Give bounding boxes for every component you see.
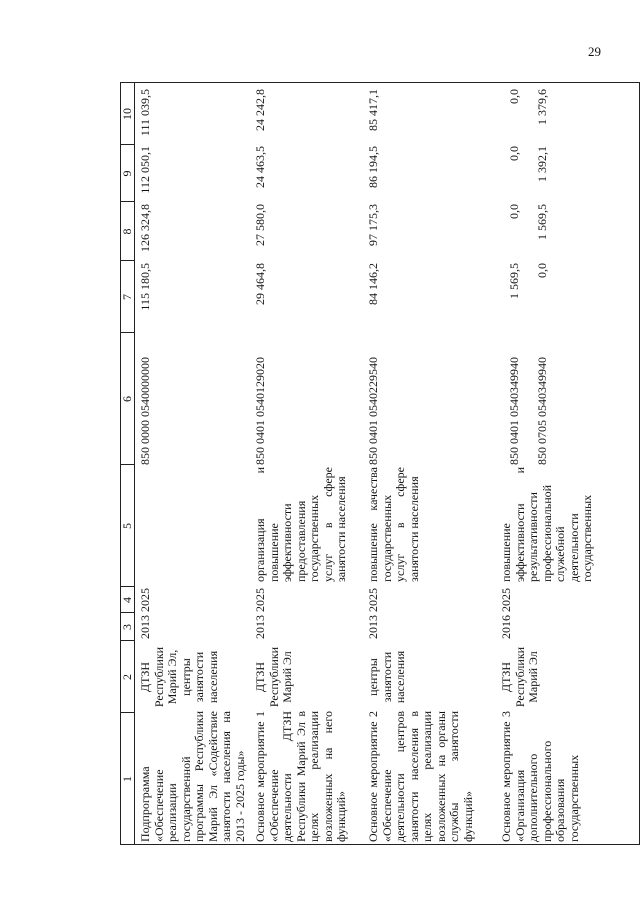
row-name-cell: Основное мероприятие 3 «Организация дополнительного профессионального образования государственных xyxy=(499,711,581,842)
row-name-cell: Подпрограмма «Обеспечение реализации государственной программы Республики Марий Эл «Содействие занятости населения на 2013 - 2025 годы» xyxy=(138,711,247,842)
row-budget-code-cell: 850 0401 0540129020 xyxy=(253,357,267,465)
table-col-rule xyxy=(120,844,640,845)
row-value-8-cell: 97 175,3 xyxy=(366,204,380,246)
row-result-cell: организация и повышение эффективности предоставления государственных услуг в сфере занятости населения xyxy=(253,467,348,582)
row-name-cell: Основное мероприятие 2 «Обеспечение деятельности центров занятости населения в целях реализации возложенных на органы службы занятости функций» xyxy=(366,711,475,842)
row-value-9-cell: 112 050,1 xyxy=(138,146,152,194)
row-result-cell: повышение эффективности и результативности профессиональной служебной деятельности государственных xyxy=(499,467,594,582)
row-end-year-cell: 2025 xyxy=(138,588,152,612)
header-col-8: 8 xyxy=(120,228,134,235)
row-executor-cell: ДТЗН Республики Марий Эл xyxy=(253,646,294,708)
header-col-4: 4 xyxy=(120,597,134,603)
page-number: 29 xyxy=(588,44,601,59)
row-value-10-cell: 85 417,1 xyxy=(366,89,380,131)
row-end-year-cell: 2025 xyxy=(366,588,380,612)
row-executor-cell: центры занятости населения xyxy=(366,650,407,704)
row-value-7-cell: 29 464,8 xyxy=(253,263,267,305)
row-value-7-cell: 1 569,5 0,0 xyxy=(507,263,549,299)
row-value-8-cell: 0,0 1 569,5 xyxy=(507,204,549,240)
row-value-8-cell: 126 324,8 xyxy=(138,204,152,252)
row-start-year-cell: 2016 xyxy=(499,615,513,639)
header-col-3: 3 xyxy=(120,624,134,630)
row-budget-code-cell: 850 0000 0540000000 xyxy=(138,357,152,465)
header-col-5: 5 xyxy=(120,523,134,529)
row-value-9-cell: 86 194,5 xyxy=(366,146,380,188)
row-value-7-cell: 115 180,5 xyxy=(138,263,152,311)
row-value-10-cell: 24 242,8 xyxy=(253,89,267,131)
row-value-8-cell: 27 580,0 xyxy=(253,204,267,246)
row-value-10-cell: 111 039,5 xyxy=(138,89,152,137)
row-value-9-cell: 0,0 1 392,1 xyxy=(507,146,549,182)
row-value-10-cell: 0,0 1 379,6 xyxy=(507,89,549,125)
row-value-7-cell: 84 146,2 xyxy=(366,263,380,305)
header-col-2: 2 xyxy=(120,674,134,680)
header-col-10: 10 xyxy=(120,108,134,120)
row-budget-code-cell: 850 0401 0540349940 850 0705 0540349940 xyxy=(507,357,549,465)
row-end-year-cell: 2025 xyxy=(253,588,267,612)
row-end-year-cell: 2025 xyxy=(499,588,513,612)
header-col-9: 9 xyxy=(120,170,134,177)
row-start-year-cell: 2013 xyxy=(253,615,267,639)
budget-table xyxy=(120,45,640,845)
row-value-9-cell: 24 463,5 xyxy=(253,146,267,188)
header-col-6: 6 xyxy=(120,396,134,402)
row-executor-cell: ДТЗН Республики Марий Эл xyxy=(499,646,540,708)
row-result-cell: повышение качества государственных услуг в сфере занятости населения xyxy=(366,467,421,582)
row-executor-cell: ДТЗН Республики Марий Эл, центры занятости населения xyxy=(138,646,220,708)
table-col-rule xyxy=(120,82,640,83)
row-budget-code-cell: 850 0401 0540229540 xyxy=(366,357,380,465)
row-start-year-cell: 2013 xyxy=(366,615,380,639)
row-start-year-cell: 2013 xyxy=(138,615,152,639)
row-name-cell: Основное мероприятие 1 «Обеспечение деятельности ДТЗН Республики Марий Эл в целях реализации возложенных на него функций» xyxy=(253,711,348,842)
header-col-7: 7 xyxy=(120,294,134,300)
header-col-1: 1 xyxy=(120,776,134,782)
